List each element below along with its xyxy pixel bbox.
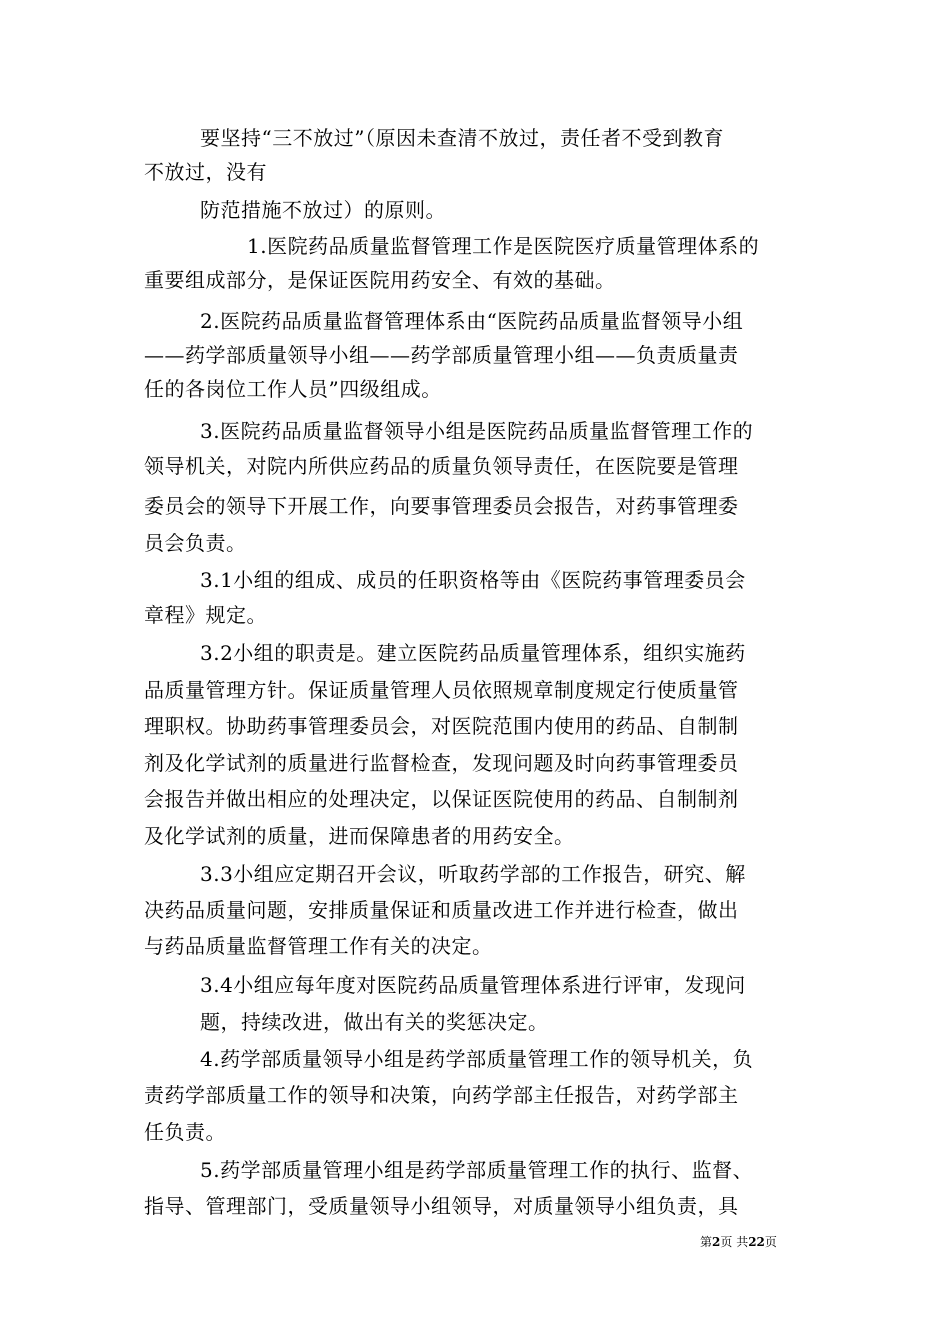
text-line: 1.医院药品质量监督管理工作是医院医疗质量管理体系的 xyxy=(247,234,760,258)
footer-suffix: 页 xyxy=(764,1235,777,1249)
footer-middle: 页 共 xyxy=(720,1235,749,1249)
text-line: 品质量管理方针。保证质量管理人员依照规章制度规定行使质量管 xyxy=(144,678,739,702)
text-line: 重要组成部分，是保证医院用药安全、有效的基础。 xyxy=(144,268,616,292)
text-line: 3.4小组应每年度对医院药品质量管理体系进行评审，发现问 xyxy=(200,973,746,997)
text-line: ——药学部质量领导小组——药学部质量管理小组——负责质量责 xyxy=(144,343,739,367)
text-line: 3.1小组的组成、成员的任职资格等由《医院药事管理委员会 xyxy=(200,568,746,592)
text-line: 3.3小组应定期召开会议，听取药学部的工作报告，研究、解 xyxy=(200,862,746,886)
text-line: 要坚持“三不放过”（原因未查清不放过，责任者不受到教育 xyxy=(200,126,724,150)
text-line: 任负责。 xyxy=(144,1120,226,1144)
text-line: 章程》规定。 xyxy=(144,603,267,627)
text-line: 4.药学部质量领导小组是药学部质量管理工作的领导机关，负 xyxy=(200,1047,754,1071)
text-line: 指导、管理部门，受质量领导小组领导，对质量领导小组负责，具 xyxy=(144,1194,739,1218)
text-line: 员会负责。 xyxy=(144,531,247,555)
text-line: 剂及化学试剂的质量进行监督检查，发现问题及时向药事管理委员 xyxy=(144,751,739,775)
text-line: 防范措施不放过）的原则。 xyxy=(200,198,446,222)
text-line: 与药品质量监督管理工作有关的决定。 xyxy=(144,934,493,958)
text-line: 2.医院药品质量监督管理体系由“医院药品质量监督领导小组 xyxy=(200,309,744,333)
text-line: 不放过，没有 xyxy=(144,160,267,184)
text-line: 领导机关，对院内所供应药品的质量负领导责任，在医院要是管理 xyxy=(144,454,739,478)
text-line: 委员会的领导下开展工作，向要事管理委员会报告，对药事管理委 xyxy=(144,494,739,518)
text-line: 任的各岗位工作人员”四级组成。 xyxy=(144,377,442,401)
current-page-number: 2 xyxy=(712,1235,721,1249)
text-line: 决药品质量问题，安排质量保证和质量改进工作并进行检查，做出 xyxy=(144,898,739,922)
text-line: 会报告并做出相应的处理决定，以保证医院使用的药品、自制制剂 xyxy=(144,787,739,811)
page-number-footer xyxy=(700,1234,777,1250)
text-line: 理职权。协助药事管理委员会，对医院范围内使用的药品、自制制 xyxy=(144,714,739,738)
text-line: 3.医院药品质量监督领导小组是医院药品质量监督管理工作的 xyxy=(200,419,754,443)
text-line: 题，持续改进，做出有关的奖惩决定。 xyxy=(200,1010,549,1034)
total-page-number: 22 xyxy=(748,1235,765,1249)
text-line: 责药学部质量工作的领导和决策，向药学部主任报告，对药学部主 xyxy=(144,1083,739,1107)
footer-prefix: 第 xyxy=(700,1235,713,1249)
text-line: 5.药学部质量管理小组是药学部质量管理工作的执行、监督、 xyxy=(200,1158,754,1182)
text-line: 3.2小组的职责是。建立医院药品质量管理体系，组织实施药 xyxy=(200,641,746,665)
text-line: 及化学试剂的质量，进而保障患者的用药安全。 xyxy=(144,824,575,848)
